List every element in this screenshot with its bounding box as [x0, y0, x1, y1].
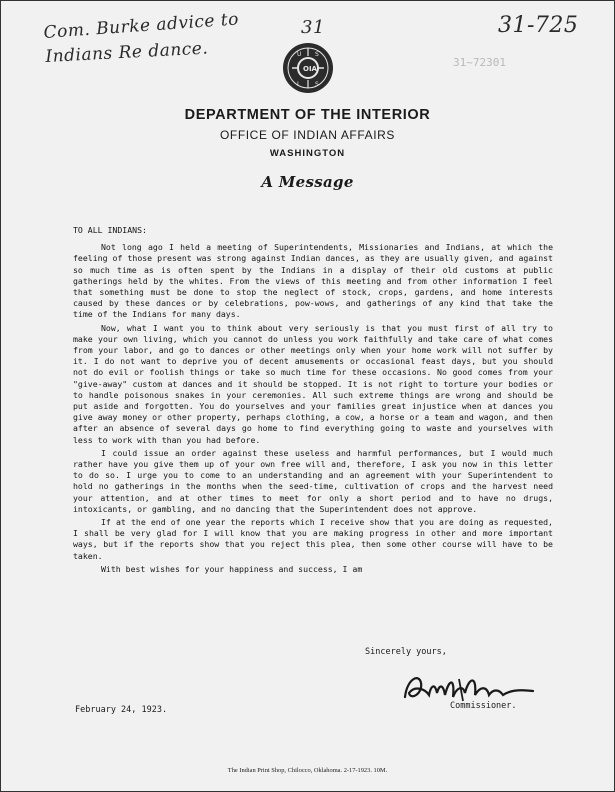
paragraph-5: With best wishes for your happiness and success, I am: [101, 563, 363, 574]
svg-text:S: S: [315, 81, 319, 88]
department-seal-icon: [282, 42, 334, 94]
signatory-title: Commissioner.: [450, 701, 517, 711]
paragraph-4: If at the end of one year the reports which I receive show that you are doing as requested, I shall be very glad for I will know that you are making progress in other and more important ways, but if the reports show that you reject this plea, then some other course will have to be taken.: [73, 517, 553, 561]
svg-text:OIA: OIA: [303, 65, 317, 73]
handwritten-note-line2: Indians Re dance.: [45, 38, 209, 67]
printer-footer: The Indian Print Shop, Chilocco, Oklahoma. 2-17-1923. 10M.: [227, 767, 388, 774]
letter-body: [73, 225, 553, 577]
paragraph-3: I could issue an order against these useless and harmful performances, but I would much rather have you give them up of your own free will and, therefore, I ask you now in this letter to do so. I urge you to come to an understanding and an agreement with your Superintendent to hold no gatherings in the months when the seed-time, cultivation of crops and the harvest need your attention, and at other times to meet for only a short period and to have no drugs, intoxicants, or gambling, and no dancing that the Superintendent does not approve.: [73, 447, 553, 514]
department-heading: DEPARTMENT OF THE INTERIOR: [184, 107, 431, 123]
closing: Sincerely yours,: [365, 647, 447, 657]
letter-date: February 24, 1923.: [75, 705, 168, 715]
city-heading: WASHINGTON: [269, 148, 346, 159]
svg-text:U: U: [297, 51, 302, 58]
svg-text:S: S: [315, 51, 319, 58]
salutation: TO ALL INDIANS:: [73, 225, 147, 235]
handwritten-reference-number: 31-725: [498, 13, 579, 38]
paragraph-1: Not long ago I held a meeting of Superintendents, Missionaries and Indians, at which the feeling of those present was strong against Indian dances, as they are usually given, and against so much time as is often spent by the Indians in a display of their old customs at public gatherings held by the whites. From the views of this meeting and from other information I feel that something must be done to stop the neglect of stock, crops, gardens, and home interests caused by these dances or by celebrations, pow-wows, and gatherings of any kind that take the time of the Indians for many days.: [73, 242, 553, 320]
office-heading: OFFICE OF INDIAN AFFAIRS: [219, 128, 396, 142]
message-title: A Message: [261, 173, 354, 191]
paragraph-2: Now, what I want you to think about very seriously is that you must first of all try to make your own living, which you cannot do unless you work faithfully and take care of what comes from your labor, and go to dances or other meetings only when your home work will not suffer by it. I do not want to deprive you of decent amusements or occasional feast days, but you should not do evil or foolish things or take so much time for these occasions. No good comes from your "give-away" custom at dances and it should be stopped. It is not right to torture your bodies or to handle poisonous snakes in your ceremonies. All such extreme things are wrong and should be put aside and forgotten. You do yourselves and your families great injustice when at dances you give away money or other property, perhaps clothing, a cow, a horse or a team and wagon, and then after an absence of several days go home to find everything going to waste and yourselves with less to work with than you had before.: [73, 322, 553, 445]
handwritten-note-line1: Com. Burke advice to: [43, 9, 240, 43]
faint-stamp: 31~72301: [453, 56, 506, 69]
svg-text:I: I: [297, 81, 299, 88]
handwritten-page-number: 31: [301, 17, 325, 38]
